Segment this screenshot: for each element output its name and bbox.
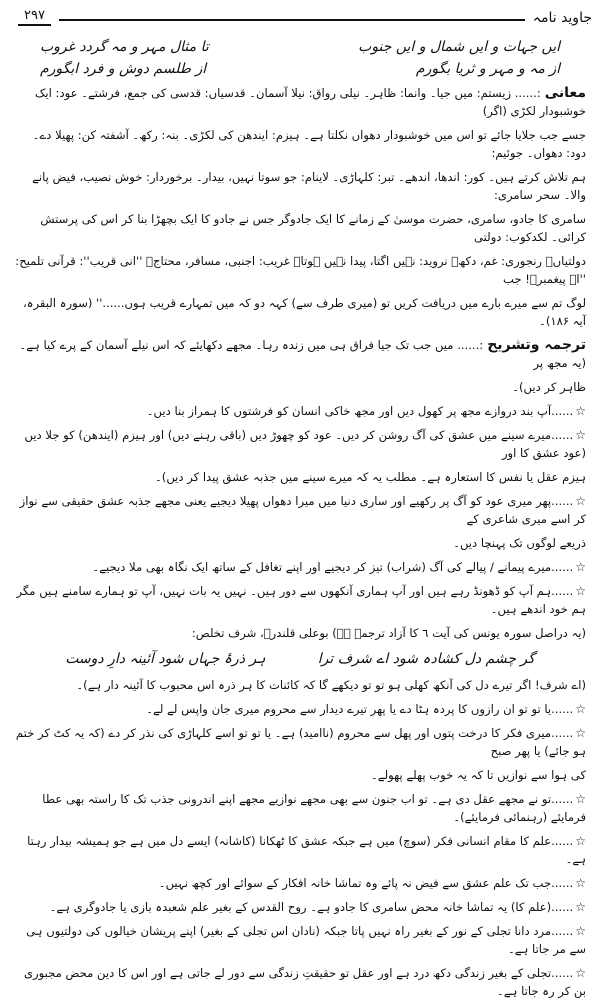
- star-bullet-icon: ☆: [575, 726, 586, 740]
- line-text: ......آپ بند دروازے مجھ پر کھول دیں اور مجھ خاکی انسان کو فرشتوں کا ہمراز بنا دیں۔: [146, 404, 574, 418]
- page-body: [0, 80, 600, 1000]
- line-text: ہم تلاش کرتے ہیں۔ کور: اندھا، اندھے۔ تبر: کلہاڑی۔ لاینام: جو سوتا نہیں، بیدار۔ برخوردار: خوش نصیب، فیض پانے والا۔ سحر سامری:: [32, 170, 586, 202]
- body-line: [14, 964, 586, 1000]
- page-header: [0, 0, 600, 26]
- star-bullet-icon: ☆: [575, 702, 586, 716]
- maani-line: [14, 294, 586, 330]
- tarjuma-line: [14, 336, 586, 372]
- line-text: :...... زیستم: میں جیا۔ وانما: ظاہر۔ نیلی رواق: نیلا آسمان۔ قدسیاں: قدسی کی جمع، فرشتے۔ عود: ایک خوشبودار لکڑی (اگر): [35, 86, 586, 118]
- body-line: [14, 534, 586, 552]
- body-line: [14, 582, 586, 618]
- maani-line: [14, 126, 586, 162]
- body-line: [14, 832, 586, 868]
- section-label: معانی: [544, 85, 586, 101]
- maani-line: [14, 84, 586, 120]
- body-line: [14, 468, 586, 486]
- section-label: ترجمہ وتشریح: [487, 337, 586, 353]
- line-text: ......پھر میری عود کو آگ پر رکھیے اور ساری دنیا میں میرا دھواں پھیلا دیجیے یعنی مجھے جذبہ عشق حقیقی سے نواز کر اسے میری شاعری کے: [19, 494, 586, 526]
- line-text: (یہ دراصل سورہ یونس کی آیت ٦ کا آزاد ترجمہ ہے) بوعلی قلندرؒ، شرف تخلص:: [191, 626, 586, 640]
- line-text: کی ہوا سے نوازیں تا کہ یہ خوب پھلے پھولے۔: [371, 768, 586, 782]
- header-rule: [59, 19, 525, 21]
- body-line: [14, 874, 586, 892]
- couplet-row: [40, 58, 560, 80]
- line-text: جسے جب جلایا جائے تو اس میں خوشبودار دھواں نکلتا ہے۔ ہیزم: ایندھن کی لکڑی۔ بنہ: رکھ۔ آشفتہ کن: پھیلا دے۔ دود: دھواں۔ جوئیم:: [32, 128, 586, 160]
- star-bullet-icon: ☆: [575, 428, 586, 442]
- line-text: ......تجلی کے بغیر زندگی دکھ درد ہے اور عقل تو حقیقتِ زندگی سے دور لے جاتی ہے اور اس کا دین محض مجبوری بن کر رہ جاتا ہے۔: [23, 966, 586, 998]
- line-text: ظاہر کر دیں)۔: [512, 380, 586, 394]
- line-text: :...... میں جب تک جیا فراق ہی میں زندہ رہا۔ مجھے دکھایئے کہ اس نیلے آسمان کے پرے کیا ہے۔ (یہ مجھ پر: [19, 338, 586, 370]
- verse-2b: از مہ و مہر و ثریا بگورم: [415, 61, 560, 77]
- line-text: (اے شرف! اگر تیرے دل کی آنکھ کھلی ہو تو تو دیکھے گا کہ کائنات کا ہر ذرہ اس محبوب کا آئینہ دار ہے)۔: [76, 678, 586, 692]
- line-text: ہیزم عقل یا نفس کا استعارہ ہے۔ مطلب یہ کہ میرے سینے میں جذبہ عشق پیدا کر دیں)۔: [155, 470, 586, 484]
- maani-line: [14, 168, 586, 204]
- line-text: ......(علم کا) یہ تماشا خانہ محض سامری کا جادو ہے۔ روح القدس کے بغیر علم شعبدہ بازی یا جادوگری ہے۔: [49, 900, 574, 914]
- line-text: ......مرد دانا تجلی کے نور کے بغیر راہ نہیں پاتا جبکہ (نادان اس تجلی کے بغیر) اپنے پریشان خیالوں کی دولتیوں ہی سے مر جاتا ہے۔: [26, 924, 586, 956]
- star-bullet-icon: ☆: [575, 924, 586, 938]
- line-text: ......میرے سینے میں عشق کی آگ روشن کر دیں۔ عود کو چھوڑ دیں (باقی رہنے دیں) اور ہیزم (ایندھن) کو جلا دیں (عود عشق کا اور: [24, 428, 586, 460]
- star-bullet-icon: ☆: [575, 404, 586, 418]
- body-line: [14, 790, 586, 826]
- line-text: ......تو نے مجھے عقل دی ہے۔ تو اب جنون سے بھی مجھے نوازیے مجھے اپنے اندرونی جذب تک کا راستہ بھی عطا فرمایئے (رہنمائی فرمایئے)۔: [42, 792, 586, 824]
- sharf-verse-b: ہر ذرۂ جہاں شود آئینہ دارِ دوست: [65, 651, 266, 667]
- couplet-row: [40, 36, 560, 58]
- body-line: [14, 676, 586, 694]
- body-line: [14, 624, 586, 642]
- line-text: ذریعے لوگوں تک پہنچا دیں۔: [453, 536, 586, 550]
- star-bullet-icon: ☆: [575, 834, 586, 848]
- body-line: [14, 724, 586, 760]
- body-line: [14, 898, 586, 916]
- verse-2a: از طلسم دوش و فرد ابگورم: [40, 61, 207, 77]
- star-bullet-icon: ☆: [575, 900, 586, 914]
- body-line: [14, 558, 586, 576]
- body-line: [14, 492, 586, 528]
- sharf-couplet: [54, 648, 546, 670]
- star-bullet-icon: ☆: [575, 876, 586, 890]
- line-text: لوگ تم سے میرے بارے میں دریافت کریں تو (میری طرف سے) کہہ دو کہ میں تمہارے قریب ہوں......'' (سورہ البقرہ، آیہ ۱۸۶)۔: [22, 296, 586, 328]
- book-title: جاوید نامہ: [532, 10, 592, 26]
- line-text: ......ہم آپ کو ڈھونڈ رہے ہیں اور آپ ہماری آنکھوں سے دور ہیں۔ نہیں یہ بات نہیں، آپ تو ہمارے سامنے ہیں مگر ہم خود اندھے ہیں۔: [16, 584, 586, 616]
- body-line: [14, 402, 586, 420]
- star-bullet-icon: ☆: [575, 792, 586, 806]
- maani-line: [14, 210, 586, 246]
- line-text: ......میرے پیمانے / پیالے کی آگ (شراب) تیز کر دیجیے اور اپنے تغافل کے ساتھ ایک نگاہ بھی ملا دیجیے۔: [92, 560, 574, 574]
- verse-1b: ایں جہات و ایں شمال و ایں جنوب: [358, 39, 560, 55]
- line-text: دولتیاں۔ رنجوری: غم، دکھ۔ نروید: نہیں اگتا، پیدا نہیں ہوتا۔ غریب: اجنبی، مسافر، محتاج۔ ''انی قریب'': قرآنی تلمیح: ''اے پیغمبرؐ! جب: [15, 254, 586, 286]
- line-text: ......میری فکر کا درخت پتوں اور پھل سے محروم (ناامید) ہے۔ یا تو تو اسے کلہاڑی کی نذر کر دے (کہ یہ کٹ کر ختم ہو جائے) یا پھر صبح: [15, 726, 586, 758]
- star-bullet-icon: ☆: [575, 560, 586, 574]
- tarjuma-line: [14, 378, 586, 396]
- line-text: ......علم کا مقام انسانی فکر (سوچ) میں ہے جبکہ عشق کا ٹھکانا (کاشانہ) ایسے دل میں ہے جو ہمیشہ بیدار رہتا ہے۔: [27, 834, 586, 866]
- body-line: [14, 922, 586, 958]
- body-line: [14, 426, 586, 462]
- line-text: سامری کا جادو، سامری، حضرت موسیٰ کے زمانے کا ایک جادوگر جس نے جادو کا ایک بچھڑا بنا کر اس کی پرستش کرائی۔ لکدکوب: دولتی: [40, 212, 586, 244]
- persian-couplets: [0, 26, 600, 80]
- line-text: ......یا تو تو ان رازوں کا پردہ ہٹا دے یا پھر تیرے دیدار سے محروم میری جان واپس لے لے۔: [146, 702, 574, 716]
- maani-line: [14, 252, 586, 288]
- body-line: [14, 766, 586, 784]
- line-text: ......جب تک علم عشق سے فیض نہ پائے وہ تماشا خانہ افکار کے سوائے اور کچھ نہیں۔: [158, 876, 574, 890]
- star-bullet-icon: ☆: [575, 494, 586, 508]
- verse-1a: تا مثال مہر و مہ گردد غروب: [40, 39, 209, 55]
- page-number: ۲۹۷: [18, 8, 51, 26]
- sharf-verse-a: گر چشم دل کشادہ شود اے شرف ترا: [317, 651, 535, 667]
- star-bullet-icon: ☆: [575, 584, 586, 598]
- body-line: [14, 700, 586, 718]
- star-bullet-icon: ☆: [575, 966, 586, 980]
